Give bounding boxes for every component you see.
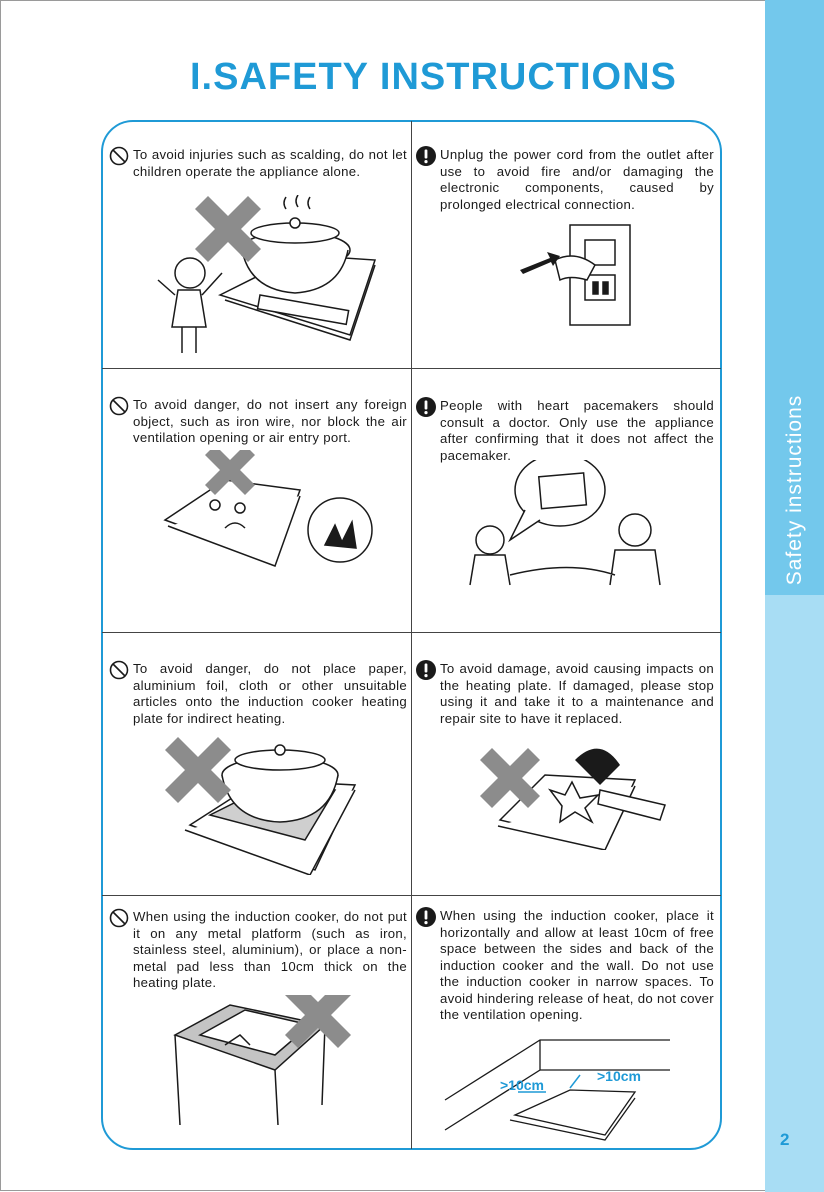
hammer-impact-illustration — [480, 740, 680, 850]
prohibited-icon — [109, 146, 129, 166]
warning-icon — [416, 660, 436, 680]
warning-icon — [416, 907, 436, 927]
instruction-text: To avoid danger, do not insert any foreign object, such as iron wire, nor block the air ventilation opening or air entry port. — [133, 397, 407, 445]
paper-under-wok-illustration — [160, 730, 370, 875]
row-divider — [102, 368, 721, 369]
instruction-text: When using the induction cooker, do not put it on any metal platform (such as iron, stainless steel, aluminium), or place a non-metal pad less than 10cm thick on the heating plate. — [133, 909, 407, 990]
metal-platform-illustration — [150, 995, 360, 1125]
clearance-label-side: >10cm — [500, 1077, 544, 1093]
row-divider — [102, 895, 721, 896]
instruction-text: To avoid danger, do not place paper, aluminium foil, cloth or other unsuitable articles onto the induction cooker heating plate for indirect heating. — [133, 661, 407, 726]
page-number: 2 — [780, 1130, 790, 1149]
prohibited-icon — [109, 908, 129, 928]
foreign-object-illustration — [130, 450, 390, 590]
instruction-text: To avoid damage, avoid causing impacts on the heating plate. If damaged, please stop using it and take it to a maintenance and repair site to have it replaced. — [440, 661, 714, 726]
instruction-text: When using the induction cooker, place it horizontally and allow at least 10cm of free space between the sides and back of the induction cooker and the wall. Do not use the induction cooker in narrow spaces. To avoid hindering release of heat, do not cover the ventilation opening. — [440, 908, 714, 1022]
unplug-illustration — [515, 220, 635, 330]
side-tab-label: Safety instructions — [783, 394, 806, 586]
child-cooker-illustration — [150, 195, 390, 365]
instruction-text: To avoid injuries such as scalding, do not let children operate the appliance alone. — [133, 147, 407, 179]
instruction-text: Unplug the power cord from the outlet after use to avoid fire and/or damaging the electronic components, caused by prolonged electrical connection. — [440, 147, 714, 212]
warning-icon — [416, 146, 436, 166]
warning-icon — [416, 397, 436, 417]
pacemaker-illustration — [450, 460, 690, 590]
prohibited-icon — [109, 660, 129, 680]
row-divider — [102, 632, 721, 633]
column-divider — [411, 121, 412, 1149]
prohibited-icon — [109, 396, 129, 416]
instruction-text: People with heart pacemakers should consult a doctor. Only use the appliance after confirming that it does not affect the pacemaker. — [440, 398, 714, 463]
clearance-label-back: >10cm — [597, 1068, 641, 1084]
clearance-illustration — [440, 1030, 710, 1145]
page-title: I.SAFETY INSTRUCTIONS — [190, 56, 677, 98]
